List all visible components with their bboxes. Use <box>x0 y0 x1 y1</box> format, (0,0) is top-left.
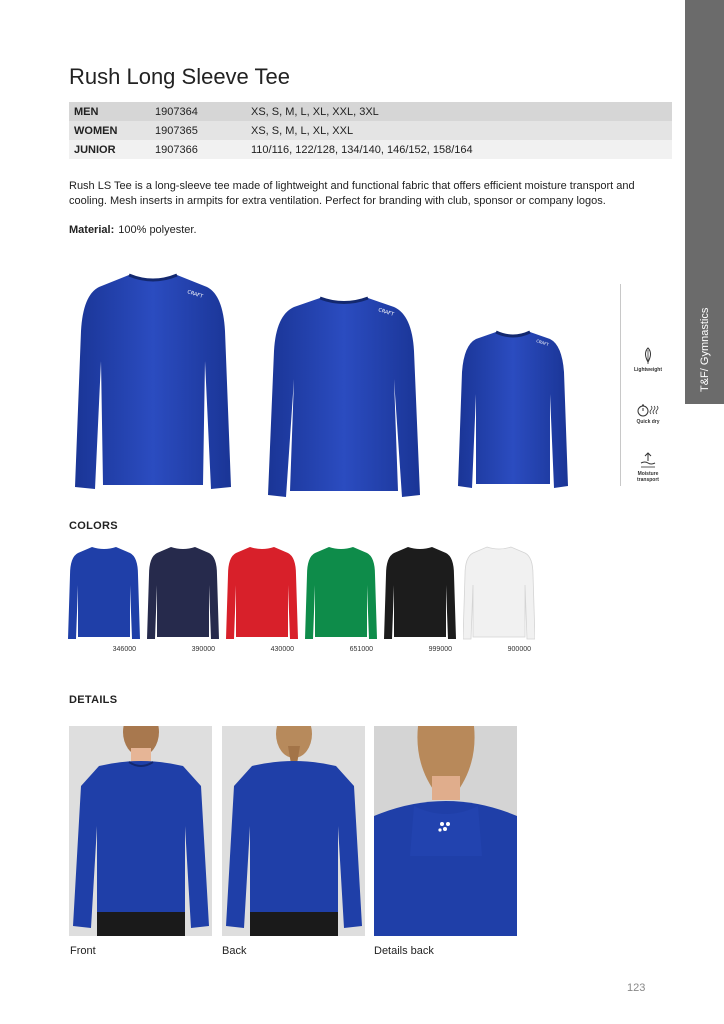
size-table <box>69 102 672 159</box>
feature-quick-dry <box>628 403 668 425</box>
material-label: Material: <box>69 224 115 236</box>
color-code: 651000 <box>349 646 373 653</box>
material-info <box>69 224 197 236</box>
color-swatch-346000[interactable] <box>68 545 140 641</box>
feature-divider <box>620 284 621 486</box>
back-photo-image <box>222 726 365 936</box>
product-title: Rush Long Sleeve Tee <box>69 64 290 89</box>
color-code: 900000 <box>507 646 531 653</box>
color-code: 346000 <box>112 646 136 653</box>
feature-label: Quick dry <box>636 419 660 425</box>
women-shirt-image <box>266 295 422 500</box>
category-side-tab <box>685 0 724 404</box>
brand-logo: CRAFT <box>535 338 550 347</box>
detail-photo-front <box>69 726 212 936</box>
detail-caption: Details back <box>374 945 434 957</box>
color-swatch-390000[interactable] <box>147 545 219 641</box>
brand-logo: CRAFT <box>186 289 204 300</box>
brand-logo: CRAFT <box>377 307 395 318</box>
men-shirt-image <box>73 271 233 491</box>
article-number: 1907365 <box>155 124 198 137</box>
size-range: XS, S, M, L, XL, XXL, 3XL <box>251 105 379 118</box>
moisture-transport-icon <box>639 451 657 469</box>
color-swatch-999000[interactable] <box>384 545 456 641</box>
color-code: 430000 <box>270 646 294 653</box>
detail-photo-details-back <box>374 726 517 936</box>
color-code: 390000 <box>191 646 215 653</box>
color-swatch-430000[interactable] <box>226 545 298 641</box>
size-row-men <box>69 102 672 121</box>
detail-photo-back <box>222 726 365 936</box>
size-category: JUNIOR <box>74 143 116 156</box>
feature-label: Moisture transport <box>637 471 659 483</box>
product-description: Rush LS Tee is a long-sleeve tee made of lightweight and functional fabric that offers efficient moisture transport and cooling. Mesh inserts in armpits for extra ventilation. Perfect for branding with club, sponsor or company logos. <box>69 180 635 207</box>
details-heading: DETAILS <box>69 694 118 706</box>
color-swatch-651000[interactable] <box>305 545 377 641</box>
detail-caption: Back <box>222 945 247 957</box>
size-row-women <box>69 121 672 140</box>
size-category: WOMEN <box>74 124 118 137</box>
size-range: XS, S, M, L, XL, XXL <box>251 124 354 137</box>
article-number: 1907364 <box>155 105 198 118</box>
size-category: MEN <box>74 105 99 118</box>
color-swatch-900000[interactable] <box>463 545 535 641</box>
size-range: 110/116, 122/128, 134/140, 146/152, 158/164 <box>251 143 473 156</box>
feather-icon <box>642 347 654 365</box>
article-number: 1907366 <box>155 143 198 156</box>
size-row-junior <box>69 140 672 159</box>
stopwatch-icon <box>636 403 660 417</box>
feature-moisture-transport <box>628 451 668 483</box>
feature-label: Lightweight <box>633 367 663 373</box>
front-photo-image <box>69 726 212 936</box>
material-value: 100% polyester. <box>118 224 197 236</box>
detail-caption: Front <box>70 945 96 957</box>
feature-lightweight <box>628 347 668 373</box>
category-label: T&F/ Gymnastics <box>699 307 711 392</box>
junior-shirt-image <box>456 330 570 490</box>
page-number: 123 <box>627 982 646 994</box>
details-back-photo-image <box>374 726 517 936</box>
colors-heading: COLORS <box>69 520 118 532</box>
color-code: 999000 <box>428 646 452 653</box>
